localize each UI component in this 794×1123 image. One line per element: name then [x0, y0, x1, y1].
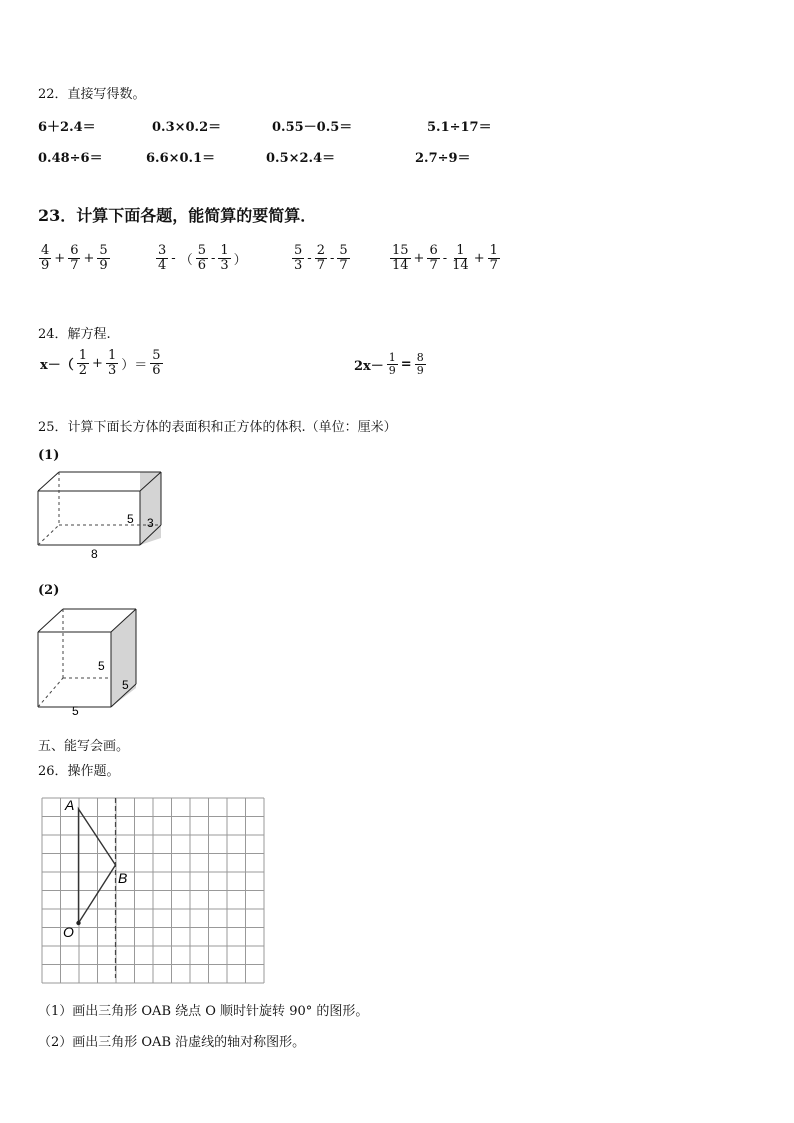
q22-item-1: 6＋2.4＝: [38, 120, 96, 135]
q23-expr-1: $\frac{4}{9}$ + $\frac{6}{7}$ + $\frac{5}{9}$: [41, 243, 108, 273]
fraction: $\frac{2}{7}$: [316, 243, 325, 273]
fraction: $\frac{1}{7}$: [489, 243, 498, 273]
fraction: $\frac{6}{7}$: [70, 243, 79, 273]
q23-expr-4: $\frac{15}{14}$ + $\frac{6}{7}$ - $\frac{1}{14}$ + $\frac{1}{7}$: [392, 243, 498, 273]
cube-figure: [30, 602, 150, 717]
q22-title: 22．直接写得数。: [38, 87, 146, 102]
q22-item-3: 0.55－0.5＝: [272, 120, 353, 135]
fraction: $\frac{5}{9}$: [99, 243, 108, 273]
cuboid-figure: [30, 465, 170, 565]
q24-title: 24．解方程.: [38, 327, 111, 342]
q22-item-2: 0.3×0.2＝: [152, 120, 222, 135]
fraction: $\frac{5}{6}$: [197, 243, 206, 273]
fraction: $\frac{5}{3}$: [294, 243, 303, 273]
fraction: $\frac{15}{14}$: [392, 243, 409, 273]
q23-title: 23．计算下面各题，能简算的要简算．: [38, 206, 317, 225]
cuboid-width-label: 5: [127, 512, 134, 526]
cube-height-label: 5: [122, 678, 129, 692]
fraction: $\frac{5}{6}$: [152, 348, 161, 378]
q22-item-4: 5.1÷17＝: [427, 120, 492, 135]
fraction: $\frac{6}{7}$: [429, 243, 438, 273]
cube-width-label: 5: [98, 659, 105, 673]
fraction: $\frac{3}{4}$: [158, 243, 167, 273]
q25-label-1: (1): [38, 448, 60, 463]
point-o-label: O: [63, 924, 74, 940]
q25-label-2: (2): [38, 583, 60, 598]
cuboid-length-label: 8: [91, 547, 98, 561]
q26-title: 26．操作题。: [38, 764, 120, 779]
fraction: $\frac{4}{9}$: [41, 243, 50, 273]
cuboid-height-label: 3: [147, 516, 154, 530]
q25-title: 25．计算下面长方体的表面积和正方体的体积.（单位：厘米）: [38, 420, 397, 435]
grid-figure: [38, 792, 270, 984]
q22-item-6: 6.6×0.1＝: [146, 151, 216, 166]
fraction: $\frac{5}{7}$: [339, 243, 348, 273]
fraction: $\frac{8}{9}$: [416, 351, 424, 377]
point-b-label: B: [118, 870, 128, 886]
q26-task-1: （1）画出三角形 OAB 绕点 O 顺时针旋转 90° 的图形。: [38, 1004, 369, 1019]
q22-item-7: 0.5×2.4＝: [266, 151, 336, 166]
section-5-title: 五、能写会画。: [38, 739, 130, 754]
q24-equation-1: x－（ $\frac{1}{2}$ + $\frac{1}{3}$ ）＝ $\frac{5}{6}$: [40, 348, 161, 378]
fraction: $\frac{1}{3}$: [107, 348, 117, 378]
fraction: $\frac{1}{9}$: [388, 351, 396, 377]
fraction: $\frac{1}{2}$: [78, 348, 88, 378]
fraction: $\frac{1}{14}$: [452, 243, 469, 273]
cube-length-label: 5: [72, 704, 79, 717]
q23-expr-2: $\frac{3}{4}$ - （ $\frac{5}{6}$ - $\frac{1}{3}$ ）: [158, 243, 247, 273]
q22-item-8: 2.7÷9＝: [415, 151, 471, 166]
q23-expr-3: $\frac{5}{3}$ - $\frac{2}{7}$ - $\frac{5}{7}$: [294, 243, 348, 273]
point-a-label: A: [65, 797, 75, 813]
fraction: $\frac{1}{3}$: [220, 243, 229, 273]
q22-item-5: 0.48÷6＝: [38, 151, 103, 166]
q24-equation-2: 2x－ $\frac{1}{9}$ = $\frac{8}{9}$: [354, 351, 424, 377]
q26-task-2: （2）画出三角形 OAB 沿虚线的轴对称图形。: [38, 1035, 306, 1050]
